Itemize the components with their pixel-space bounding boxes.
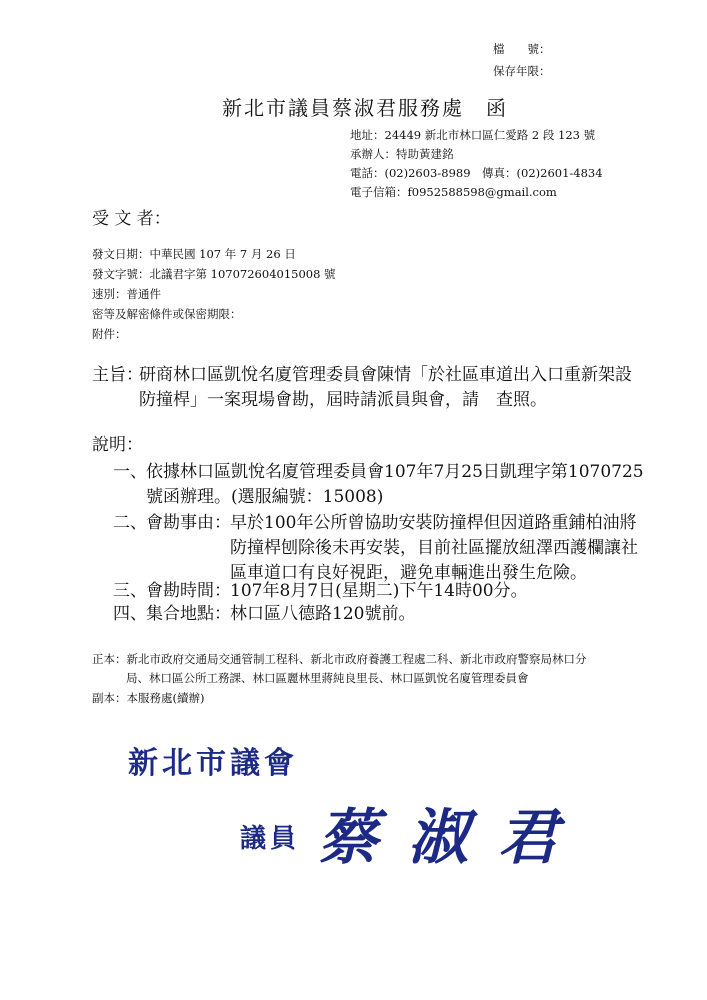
distribution-copy: 副本：本服務處(續辦)	[92, 691, 205, 705]
explanation-item-3-line-1: 107年8月7日(星期二)下午14時00分。	[230, 581, 528, 601]
contact-email: 電子信箱：f0952588598@gmail.com	[350, 185, 557, 199]
explanation-label: 說明：	[92, 435, 143, 455]
explanation-item-number: 二、	[113, 513, 147, 533]
explanation-item-number: 四、	[113, 604, 147, 624]
subject-line-1: 研商林口區凱悅名廈管理委員會陳情「於社區車道出入口重新架設	[139, 365, 632, 385]
explanation-item-3-label: 會勘時間：	[146, 581, 231, 601]
delivery-speed: 速別：普通件	[92, 287, 161, 301]
explanation-item-number: 三、	[113, 581, 147, 601]
contact-handler: 承辦人：特助黃建銘	[350, 147, 454, 161]
subject-line-2: 防撞桿」一案現場會勘，屆時請派員與會，請 查照。	[139, 390, 547, 410]
signature-title-seal: 議員	[240, 824, 301, 854]
attachment-label: 附件：	[92, 327, 127, 341]
document-title: 新北市議員蔡淑君服務處 函	[222, 96, 508, 120]
retention-period-label: 保存年限：	[493, 64, 551, 78]
file-number-label: 檔 號：	[493, 42, 551, 56]
contact-phone-fax: 電話：(02)2603-8989 傳真：(02)2601-4834	[350, 166, 603, 180]
distribution-primary-line-1: 正本：新北市政府交通局交通管制工程科、新北市政府養護工程處二科、新北市政府警察局林口分	[92, 652, 587, 666]
reference-number: 發文字號：北議君字第 107072604015008 號	[92, 267, 336, 281]
signature-org-seal: 新北市議會	[128, 746, 298, 781]
subject-label: 主旨：	[92, 365, 143, 385]
explanation-item-4-label: 集合地點：	[146, 604, 231, 624]
distribution-primary-line-2: 局、林口區公所工務課、林口區麗林里蔣純良里長、林口區凱悅名廈管理委員會	[126, 671, 529, 685]
issue-date: 發文日期：中華民國 107 年 7 月 26 日	[92, 247, 296, 261]
secrecy-level: 密等及解密條件或保密期限：	[92, 307, 242, 321]
explanation-item-number: 一、	[113, 462, 147, 482]
explanation-item-2-line-3: 區車道口有良好視距，避免車輛進出發生危險。	[230, 563, 587, 583]
explanation-item-2-label: 會勘事由：	[146, 513, 231, 533]
explanation-item-4-line-1: 林口區八德路120號前。	[230, 604, 416, 624]
explanation-item-1-line-2: 號函辦理。(選服編號：15008)	[146, 487, 384, 507]
explanation-item-2-line-1: 早於100年公所曾協助安裝防撞桿但因道路重鋪柏油將	[230, 513, 637, 533]
explanation-item-1-line-1: 依據林口區凱悅名廈管理委員會107年7月25日凱理字第1070725	[146, 462, 644, 482]
recipient-label: 受 文 者：	[92, 209, 171, 229]
signature-name-seal: 蔡淑君	[318, 803, 588, 873]
contact-address: 地址：24449 新北市林口區仁愛路 2 段 123 號	[350, 128, 596, 142]
explanation-item-2-line-2: 防撞桿刨除後未再安裝，目前社區擺放紐澤西護欄讓社	[230, 538, 638, 558]
